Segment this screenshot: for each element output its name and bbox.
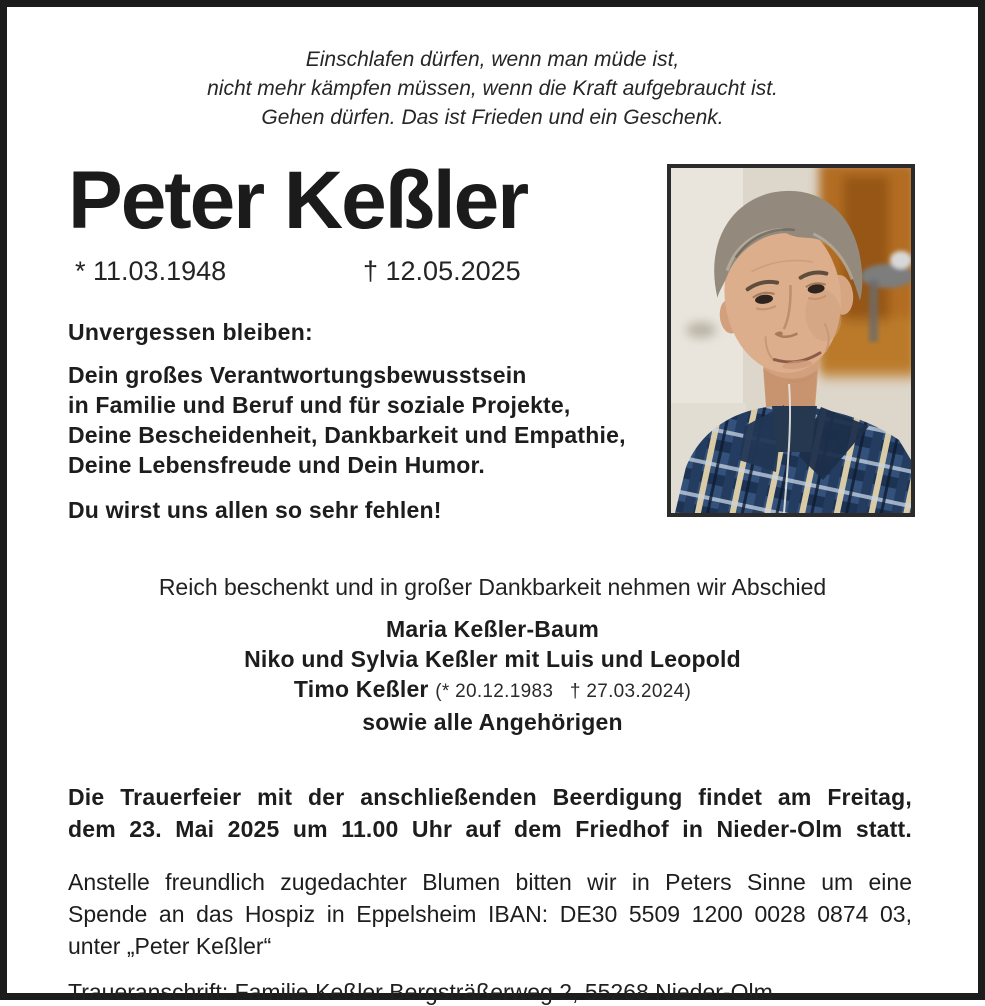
remembrance-line: in Familie und Beruf und für soziale Projekte,: [68, 392, 571, 419]
birth-date: * 11.03.1948: [75, 256, 227, 287]
epigraph-line: nicht mehr kämpfen müssen, wenn die Kraft aufgebraucht ist.: [207, 77, 778, 100]
remembrance-line: Dein großes Verantwortungsbewusstsein: [68, 362, 527, 389]
donation-line: Anstelle freundlich zugedachter Blumen bitten wir in Peters Sinne um eine: [68, 869, 912, 896]
mourners-list: [7, 614, 978, 737]
remembrance-text: [68, 360, 658, 480]
death-date: † 12.05.2025: [363, 256, 521, 287]
donation-line: unter „Peter Keßler“: [68, 933, 272, 960]
mourner-line: Maria Keßler-Baum: [385, 616, 600, 643]
epigraph-line: Gehen dürfen. Das ist Frieden und ein Geschenk.: [261, 106, 724, 129]
farewell-section: [7, 574, 978, 737]
farewell-intro: Reich beschenkt und in großer Dankbarkeit nehmen wir Abschied: [158, 574, 827, 601]
timo-name: Timo Keßler: [293, 676, 429, 703]
farewell-closing: sowie alle Angehörigen: [362, 709, 623, 736]
remembrance-heading: Unvergessen bleiben:: [68, 319, 314, 346]
remembrance-closing: Du wirst uns allen so sehr fehlen!: [68, 497, 442, 524]
funeral-line: dem 23. Mai 2025 um 11.00 Uhr auf dem Friedhof in Nieder-Olm statt.: [68, 816, 912, 843]
deceased-name: Peter Keßler: [68, 155, 528, 246]
portrait-illustration: [671, 168, 911, 513]
mourner-line: Niko und Sylvia Keßler mit Luis und Leopold: [244, 646, 741, 673]
mourner-line-timo: [7, 674, 978, 707]
donation-line: Spende an das Hospiz in Eppelsheim IBAN: DE30 5509 1200 0028 0874 03,: [68, 901, 912, 928]
funeral-line: Die Trauerfeier mit der anschließenden Beerdigung findet am Freitag,: [68, 784, 912, 811]
remembrance-line: Deine Lebensfreude und Dein Humor.: [68, 452, 486, 479]
portrait-photo: [667, 164, 915, 517]
donation-notice: [68, 866, 912, 962]
remembrance-line: Deine Bescheidenheit, Dankbarkeit und Empathie,: [68, 422, 626, 449]
remembrance-section: [68, 319, 658, 524]
mourning-address: Traueranschrift: Familie Keßler Bergsträßerweg 2, 55268 Nieder-Olm: [68, 979, 773, 1006]
epigraph-line: Einschlafen dürfen, wenn man müde ist,: [305, 48, 680, 71]
timo-dates: (* 20.12.1983 † 27.03.2024): [435, 681, 692, 703]
epigraph: [7, 45, 978, 132]
funeral-notice: [68, 781, 912, 845]
